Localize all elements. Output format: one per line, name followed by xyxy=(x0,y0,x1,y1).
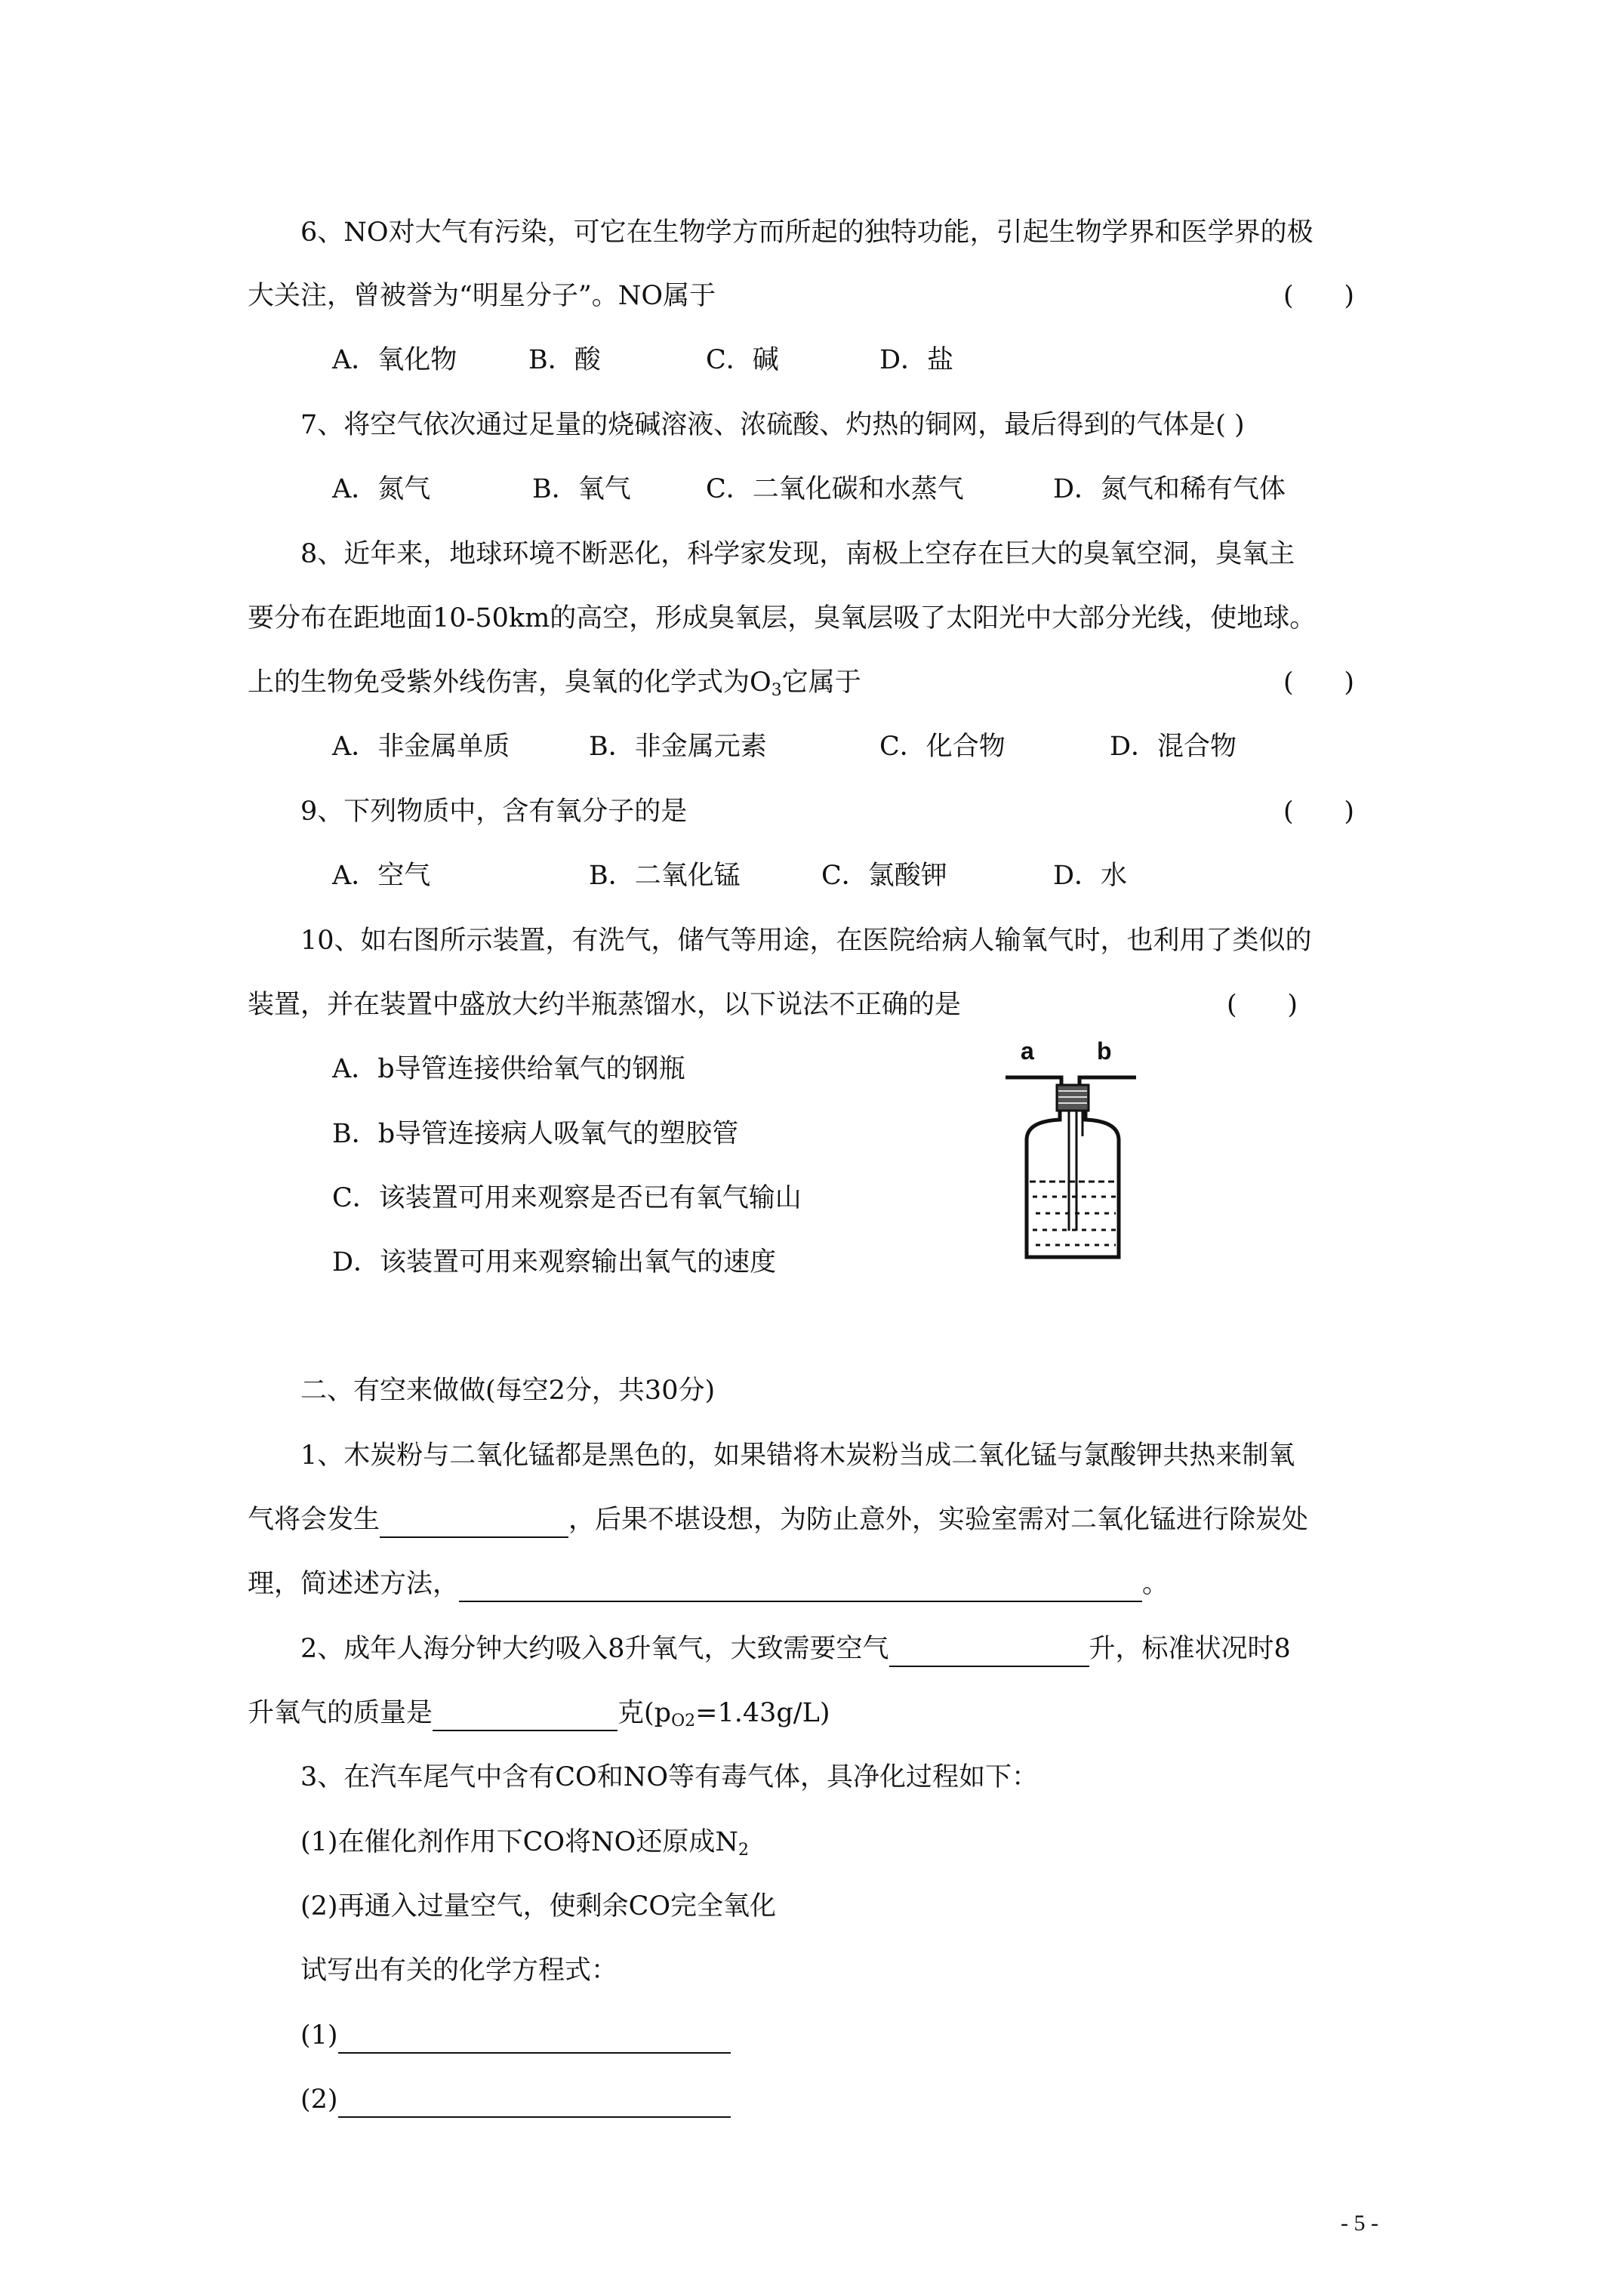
s2-q3-step1: (1)在催化剂作用下CO将NO还原成$N_2$ xyxy=(300,1827,749,1860)
q8-stem-line3: 上的生物免受紫外线伤害，臭氧的化学式为$O_3$它属于 xyxy=(248,667,861,700)
q6-option-b[interactable]: B．酸 xyxy=(528,345,601,375)
q6-answer-paren[interactable]: ( ) xyxy=(1283,281,1355,311)
q8-option-c[interactable]: C．化合物 xyxy=(879,732,1006,762)
q7-option-b[interactable]: B．氧气 xyxy=(532,474,631,504)
s2-q3-answer-1: (1) xyxy=(300,2019,731,2054)
s2-q3-step2: (2)再通入过量空气，使剩余CO完全氧化 xyxy=(300,1891,777,1922)
s2-q1-blank-2[interactable] xyxy=(459,1567,1142,1602)
tube-label-b: b xyxy=(1097,1038,1112,1065)
q8-stem-line1: 8、近年来，地球环境不断恶化，科学家发现，南极上空存在巨大的臭氧空洞，臭氧主 xyxy=(300,539,1295,569)
q10-option-b[interactable]: B．b导管连接病人吸氧气的塑胶管 xyxy=(332,1119,739,1149)
q9-option-c[interactable]: C．氯酸钾 xyxy=(821,861,947,891)
q10-option-c[interactable]: C．该装置可用来观察是否已有氧气输山 xyxy=(332,1183,802,1213)
s2-q1-line2: 气将会发生 ，后果不堪设想，为防止意外，实验室需对二氧化锰进行除炭处 xyxy=(248,1503,1308,1538)
q9-answer-paren[interactable]: ( ) xyxy=(1283,797,1355,827)
q9-option-d[interactable]: D．水 xyxy=(1053,861,1128,891)
s2-q3-blank-1[interactable] xyxy=(338,2019,731,2054)
q9-option-a[interactable]: A．空气 xyxy=(332,861,431,891)
q8-stem-line2: 要分布在距地面10-50km的高空，形成臭氧层，臭氧层吸了太阳光中大部分光线，使地球。 xyxy=(248,603,1317,633)
q7-stem-line1: 7、将空气依次通过足量的烧碱溶液、浓硫酸、灼热的铜网，最后得到的气体是( ) xyxy=(300,410,1245,440)
bottle-body xyxy=(1027,1111,1119,1257)
water-fill xyxy=(1033,1197,1116,1245)
s2-q3-answer-2: (2) xyxy=(300,2083,731,2118)
s2-q2-line1: 2、成年人海分钟大约吸入8升氧气，大致需要空气 升，标准状况时8 xyxy=(300,1632,1291,1667)
q6-stem-line2: 大关注，曾被誉为“明星分子”。NO属于 xyxy=(248,281,716,311)
section2-heading: 二、有空来做做(每空2分，共30分) xyxy=(300,1376,716,1406)
gas-washing-bottle-figure xyxy=(1004,1038,1140,1265)
q8-option-a[interactable]: A．非金属单质 xyxy=(332,732,510,762)
q10-option-a[interactable]: A．b导管连接供给氧气的钢瓶 xyxy=(332,1054,685,1084)
q7-option-d[interactable]: D．氮气和稀有气体 xyxy=(1053,474,1286,504)
q7-option-c[interactable]: C．二氧化碳和水蒸气 xyxy=(706,474,964,504)
page-number: - 5 - xyxy=(1341,2211,1378,2236)
q10-answer-paren[interactable]: ( ) xyxy=(1227,990,1298,1020)
q9-option-b[interactable]: B．二氧化锰 xyxy=(589,861,741,891)
q6-option-d[interactable]: D．盐 xyxy=(879,345,954,375)
q6-option-c[interactable]: C．碱 xyxy=(706,345,779,375)
tube-label-a: a xyxy=(1021,1038,1034,1065)
s2-q2-line2: 升氧气的质量是 克$(p_{O2}=1.43g/L)$ xyxy=(248,1698,830,1730)
q8-option-b[interactable]: B．非金属元素 xyxy=(589,732,767,762)
q8-option-d[interactable]: D．混合物 xyxy=(1110,732,1237,762)
s2-q2-blank-2[interactable] xyxy=(433,1697,617,1731)
s2-q1-line3: 理，简述述方法， 。 xyxy=(248,1567,1169,1602)
s2-q2-blank-1[interactable] xyxy=(889,1632,1089,1667)
s2-q3-line1: 3、在汽车尾气中含有CO和NO等有毒气体，具净化过程如下： xyxy=(300,1762,1039,1792)
q10-stem-line1: 10、如右图所示装置，有洗气，储气等用途，在医院给病人输氧气时，也利用了类似的 xyxy=(300,926,1312,956)
q6-option-a[interactable]: A．氧化物 xyxy=(332,345,457,375)
q9-stem-line1: 9、下列物质中，含有氧分子的是 xyxy=(300,797,688,827)
s2-q3-blank-2[interactable] xyxy=(338,2083,731,2118)
s2-q1-blank-1[interactable] xyxy=(380,1503,568,1538)
s2-q1-line1: 1、木炭粉与二氧化锰都是黑色的，如果错将木炭粉当成二氧化锰与氯酸钾共热来制氧 xyxy=(300,1441,1295,1471)
q10-stem-line2: 装置，并在装置中盛放大约半瓶蒸馏水，以下说法不正确的是 xyxy=(248,990,962,1020)
q6-stem-line1: 6、NO对大气有污染，可它在生物学方而所起的独特功能，引起生物学界和医学界的极 xyxy=(300,217,1313,248)
tube-a xyxy=(1006,1077,1061,1099)
s2-q3-prompt: 试写出有关的化学方程式： xyxy=(300,1955,618,1986)
q10-option-d[interactable]: D．该装置可用来观察输出氧气的速度 xyxy=(332,1247,777,1277)
q7-option-a[interactable]: A．氮气 xyxy=(332,474,431,504)
q8-answer-paren[interactable]: ( ) xyxy=(1283,667,1355,698)
